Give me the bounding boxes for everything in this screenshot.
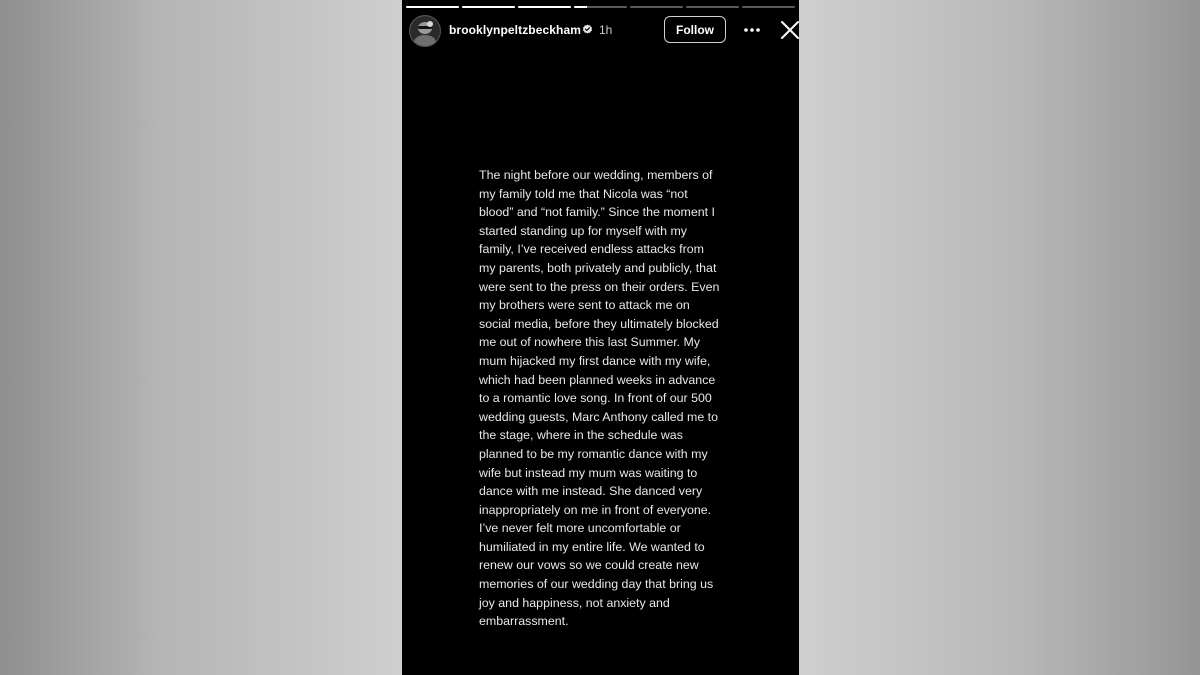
progress-segment (630, 6, 683, 8)
story-timestamp: 1h (599, 23, 613, 37)
story-viewer[interactable] (402, 0, 799, 675)
blurred-background-right (799, 0, 1200, 675)
blurred-background-left (0, 0, 402, 675)
story-progress-bar (406, 6, 795, 8)
follow-button[interactable]: Follow (664, 16, 726, 43)
progress-segment (686, 6, 739, 8)
progress-segment-fill (574, 6, 587, 8)
story-username[interactable]: brooklynpeltzbeckham (449, 23, 582, 37)
more-options-icon[interactable] (742, 21, 762, 39)
progress-segment (518, 6, 571, 8)
progress-segment (574, 6, 627, 8)
profile-avatar[interactable] (409, 15, 441, 47)
verified-badge-icon (582, 24, 593, 35)
progress-segment (406, 6, 459, 8)
progress-segment-fill (462, 6, 515, 8)
progress-segment (462, 6, 515, 8)
story-header (409, 15, 799, 47)
avatar-image (410, 16, 440, 46)
progress-segment (742, 6, 795, 8)
progress-segment-fill (406, 6, 459, 8)
progress-segment-fill (518, 6, 571, 8)
story-text: The night before our wedding, members of my family told me that Nicola was “not blood” and “not family.” Since the moment I started standing up for myself with my family, I’ve received endless attacks from my parents, both privately and publicly, that were sent to the press on their orders. Even my brothers were sent to attack me on social media, before they ultimately blocked me out of nowhere this last Summer. My mum hijacked my first dance with my wife, which had been planned weeks in advance to a romantic love song. In front of our 500 wedding guests, Marc Anthony called me to the stage, where in the schedule was planned to be my romantic dance with my wife but instead my mum was waiting to dance with me instead. She danced very inappropriately on me in front of everyone. I’ve never felt more uncomfortable or humiliated in my entire life. We wanted to renew our vows so we could create new memories of our wedding day that bring us joy and happiness, not anxiety and embarrassment. (479, 168, 720, 629)
close-icon[interactable] (780, 20, 799, 40)
